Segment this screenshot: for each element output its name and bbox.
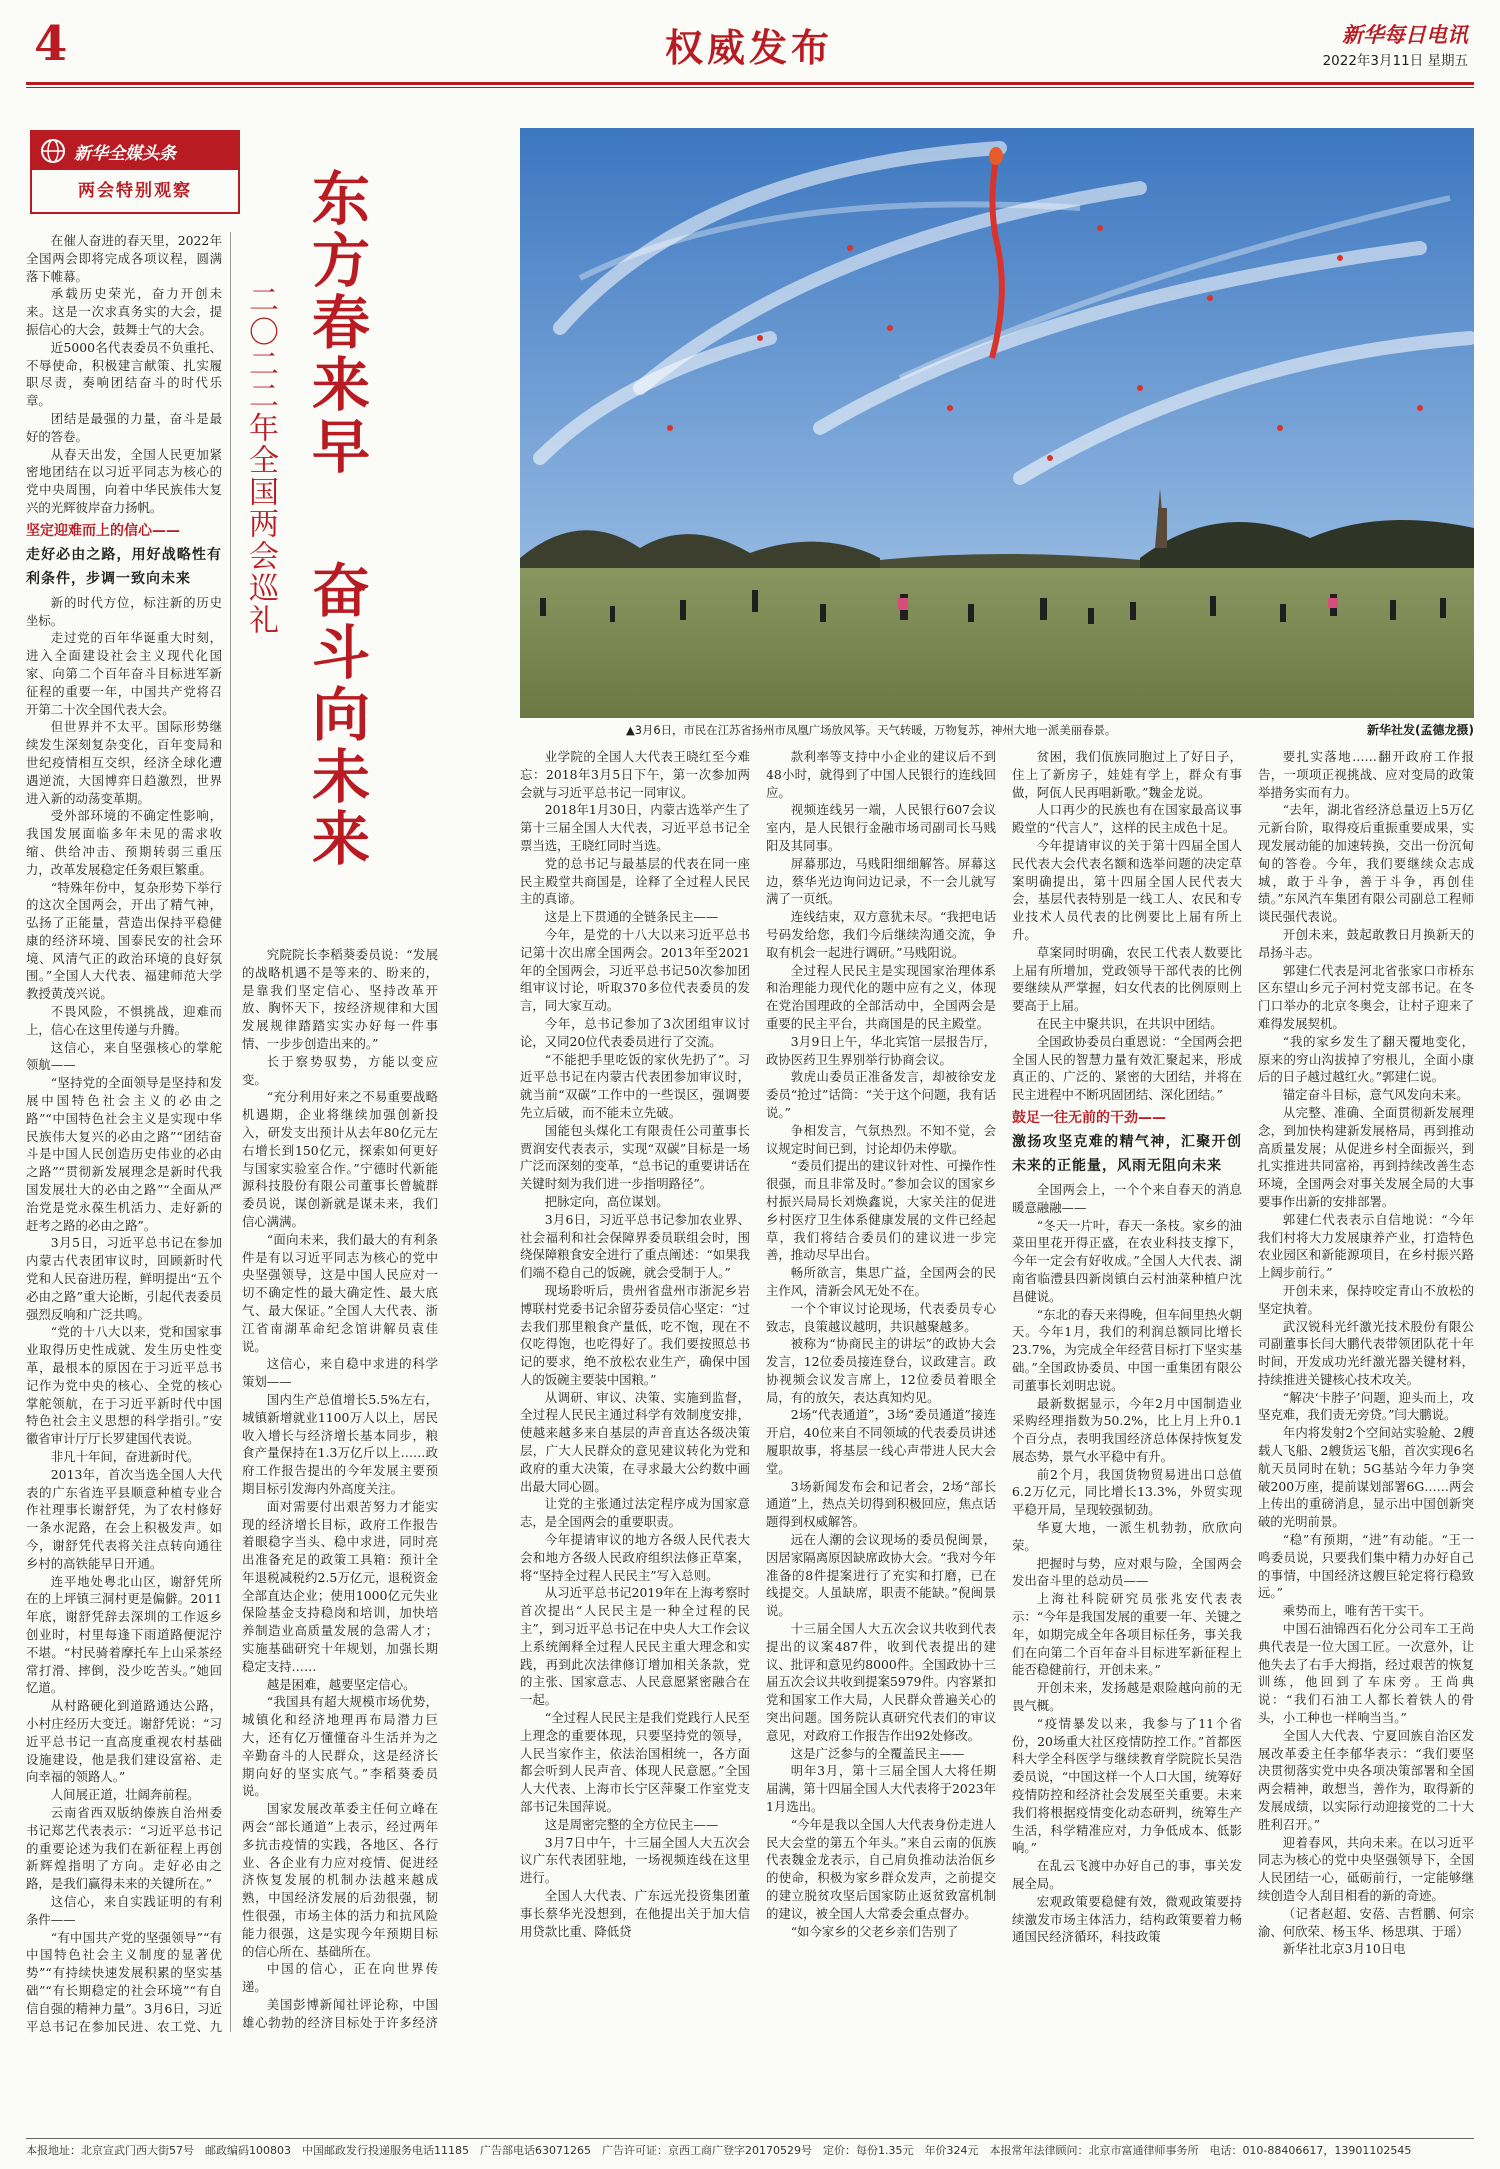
article-paragraph: 在催人奋进的春天里，2022年全国两会即将完成各项议程，圆满落下帷幕。 [26, 233, 222, 284]
article-paragraph: 连线结束，双方意犹未尽。“我把电话号码发给您，我们今后继续沟通交流，争取有机会一起进行调研。”马贱阳说。 [766, 909, 996, 960]
article-paragraph: 华夏大地，一派生机勃勃，欣欣向荣。 [1012, 1520, 1242, 1553]
article-paragraph: 全国政协委员白重恩说：“全国两会把全国人民的智慧力量有效汇聚起来，形成真正的、广泛的、紧密的大团结，并将在民主进程中不断巩固团结、深化团结。” [1012, 1033, 1242, 1103]
article-paragraph: “今年是我以全国人大代表身份走进人民大会堂的第五个年头。”来自云南的佤族代表魏金龙表示，自己肩负推动法治佤乡的使命，积极为家乡群众发声，之前提交的建立脱贫攻坚后国家防止返贫致富机制的建议，被全国人大常委会重点督办。 [766, 1816, 996, 1921]
news-photo [520, 128, 1474, 718]
article-paragraph: 开创未来，鼓起敢教日月换新天的昂扬斗志。 [1258, 926, 1474, 960]
article-paragraph: 2013年，首次当选全国人大代表的广东省连平县顺意种植专业合作社理事长谢舒凭，为了农村修好一条水泥路，在会上积极发声。如今，谢舒凭代表将关注点转向通往乡村的高铁能早日开通。 [26, 1466, 222, 1571]
article-paragraph: 3月7日中午，十三届全国人大五次会议广东代表团驻地，一场视频连线在这里进行。 [520, 1834, 750, 1886]
article-paragraph: “解决‘卡脖子’问题，迎头而上，攻坚克难，我们责无旁贷。”闫大鹏说。 [1258, 1389, 1474, 1423]
article-paragraph: “东北的春天来得晚，但车间里热火朝天。今年1月，我们的利润总额同比增长23.7%，为完成全年经营目标打下坚实基础。”全国政协委员、中国一重集团有限公司董事长刘明忠说。 [1012, 1306, 1242, 1393]
article-column-6 [1258, 748, 1474, 2034]
article-paragraph: 受外部环境的不确定性影响，我国发展面临多年未见的需求收缩、供给冲击、预期转弱三重压力，改革发展稳定任务艰巨繁重。 [26, 808, 222, 877]
article-paragraph: 云南省西双版纳傣族自治州委书记郑艺代表表示：“习近平总书记的重要论述为我们在新征程上再创新辉煌指明了方向。走好必由之路，是我们赢得未来的关键所在。” [26, 1804, 222, 1892]
headline-badge [30, 130, 240, 214]
article-paragraph: “去年，湖北省经济总量迈上5万亿元新台阶，取得疫后重振重要成果，实现发展动能的加速转换，交出一份沉甸甸的答卷。今年，我们要继续众志成城，敢于斗争，善于斗争，再创佳绩。”东风汽车集团有限公司副总工程师谈民强代表说。 [1258, 802, 1474, 925]
photo-credit: 新华社发(孟德龙摄) [1367, 723, 1474, 737]
globe-icon [40, 138, 66, 164]
badge-brand: 新华全媒头条 [74, 143, 176, 164]
article-paragraph: 今年，总书记参加了3次团组审议讨论，又同20位代表委员进行了交流。 [520, 1015, 750, 1049]
article-paragraph: 2场“代表通道”，3场“委员通道”接连开启，40位来自不同领域的代表委员讲述履职故事，将基层一线心声带进人民大会堂。 [766, 1407, 996, 1476]
article-paragraph: 迎着春风，共向未来。在以习近平同志为核心的党中央坚强领导下，全国人民团结一心，砥砺前行，一定能够继续创造令人刮目相看的新的奇迹。 [1258, 1834, 1474, 1903]
article-paragraph: “稳”有预期，“进”有动能。“王一鸣委员说，只要我们集中精力办好自己的事情，中国经济这艘巨轮定将行稳致远。” [1258, 1532, 1474, 1601]
article-paragraph: “冬天一片叶，春天一条枝。家乡的油菜田里花开得正盛，在农业科技支撑下，今年一定会有好收成。”全国人大代表、湖南省临澧县四新岗镇白云村油菜种植户沈昌健说。 [1012, 1217, 1242, 1304]
article-paragraph: 被称为“协商民主的讲坛”的政协大会发言，12位委员接连登台，议政建言。政协视频会议发言席上，12位委员着眼全局，有的放矢，表达真知灼见。 [766, 1336, 996, 1405]
article-paragraph: 近5000名代表委员不负重托、不辱使命，积极建言献策、扎实履职尽责，奏响团结奋斗的时代乐章。 [26, 339, 222, 409]
brand-logo: 新华每日电讯 [1342, 22, 1468, 47]
article-paragraph: 全过程人民民主是实现国家治理体系和治理能力现代化的题中应有之义，体现在党治国理政的全部活动中，全国两会是重要的民主平台，共商国是的民主殿堂。 [766, 962, 996, 1031]
article-paragraph: 从调研、审议、决策、实施到监督，全过程人民民主通过科学有效制度安排，使越来越多来自基层的声音直达各级决策层，广大人民群众的意见建议转化为党和政府的重大决策，在寻求最大公约数中画出最大同心圆。 [520, 1389, 750, 1494]
header-rule-thin [26, 87, 1474, 88]
headline-main-2: 奋斗向未来 [302, 560, 370, 870]
article-paragraph: 年内将发射2个空间站实验舱、2艘载人飞船、2艘货运飞船，首次实现6名航天员同时在轨；5G基站今年力争突破200万座，提前谋划部署6G……两会上传出的重磅消息，显示出中国创新突破的光明前景。 [1258, 1425, 1474, 1530]
article-paragraph: 这信心，来自稳中求进的科学策划—— [242, 1356, 438, 1390]
article-paragraph: “坚持党的全面领导是坚持和发展中国特色社会主义的必由之路”“中国特色社会主义是实现中华民族伟大复兴的必由之路”“团结奋斗是中国人民创造历史伟业的必由之路”“贯彻新发展理念是新时代我国发展壮大的必由之路”“全面从严治党是党永葆生机活力、走好新的赶考之路的必由之路”。 [26, 1075, 222, 1233]
article-paragraph: “如今家乡的父老乡亲们告别了 [790, 1923, 959, 1939]
article-paragraph: 把脉定向，高位谋划。 [544, 1193, 669, 1209]
article-paragraph: 长于察势驭势，方能以变应变。 [242, 1053, 438, 1087]
article-paragraph: 这信心，来自实践证明的有利条件—— [26, 1893, 222, 1927]
article-paragraph: “我国具有超大规模市场优势，城镇化和经济地理再布局潜力巨大，还有亿万懂懂奋斗生活并为之辛勤奋斗的人民群众，这是经济长期向好的坚实底气。”李稻葵委员说。 [242, 1694, 438, 1799]
article-paragraph: 这是广泛参与的全覆盖民主—— [790, 1745, 965, 1761]
article-paragraph: 今年，是党的十八大以来习近平总书记第十次出席全国两会。2013年至2021年的全国两会，习近平总书记50次参加团组审议讨论，听取370多位代表委员的发言，同大家互动。 [520, 926, 750, 1014]
section-heading: 坚定迎难而上的信心—— [26, 522, 180, 539]
badge-top [32, 132, 238, 170]
article-paragraph: 贫困，我们佤族同胞过上了好日子，住上了新房子，娃娃有学上，群众有事做，阿佤人民再唱新歌。”魏金龙说。 [1012, 749, 1242, 800]
article-paragraph: 要扎实落地……翻开政府工作报告，一项项正视挑战、应对变局的政策举措务实而有力。 [1258, 749, 1474, 800]
article-paragraph: 3月9日上午，华北宾馆一层报告厅，政协医药卫生界别举行协商会议。 [766, 1033, 996, 1067]
article-paragraph: 这信心，来自坚强核心的掌舵领航—— [26, 1039, 222, 1073]
article-paragraph: 国能包头煤化工有限责任公司董事长贾润安代表表示，实现“双碳”目标是一场广泛而深刻的变革，“总书记的重要讲话在关键时刻为我们进一步指明路径”。 [520, 1122, 750, 1192]
article-paragraph: 连平地处粤北山区，谢舒凭所在的上坪镇三洞村更是偏僻。2011年底，谢舒凭辞去深圳的工作返乡创业时，村里每逢下雨道路便泥泞不堪。“村民骑着摩托车上山采茶经常打滑、摔倒，没少吃苦头。”她回忆道。 [26, 1573, 222, 1696]
article-paragraph: 人间展正道，壮阔奔前程。 [50, 1787, 200, 1803]
article-paragraph: “充分利用好来之不易重要战略机遇期，企业将继续加强创新投入，研发支出预计从去年80亿元左右增长到150亿元，探索如何更好与国家实验室合作。”宁德时代新能源科技股份有限公司董事长曾毓群委员说，谋创新就是谋未来，我们信心满满。 [242, 1089, 438, 1229]
article-paragraph: 争相发言，气氛热烈。不知不觉，会议规定时间已到，讨论却仍未停歇。 [766, 1122, 996, 1156]
article-paragraph: 团结是最强的力量，奋斗是最好的答卷。 [26, 410, 222, 444]
badge-title: 两会特别观察 [78, 181, 192, 201]
article-paragraph: 乘势而上，唯有苦干实干。 [1282, 1603, 1432, 1619]
article-paragraph: “不能把手里吃饭的家伙先扔了”。习近平总书记在内蒙古代表团参加审议时，就当前“双碳”工作中的一些误区，强调要先立后破，而不能未立先破。 [520, 1051, 750, 1120]
article-paragraph: 让党的主张通过法定程序成为国家意志，是全国两会的重要职责。 [520, 1496, 750, 1530]
footer-info: 本报地址：北京宣武门西大街57号 邮政编码100803 中国邮政发行投递服务电话11185 广告部电话63071265 广告许可证：京西工商广登字20170529号 定价：每份1.35元 年价324元 本报常年法律顾问：北京市富通律师事务所 电话：010-88406617，13901102545 [26, 2144, 1412, 2157]
article-paragraph: （记者赵超、安蓓、吉哲鹏、何宗渝、何欣荣、杨玉华、杨思琪、于瑶） [1258, 1905, 1474, 1939]
section-lead: 激扬攻坚克难的精气神，汇聚开创未来的正能量，风雨无阻向未来 [1012, 1133, 1242, 1174]
page-number: 4 [34, 16, 68, 72]
article-paragraph: 宏观政策要稳健有效，微观政策要持续激发市场主体活力，结构政策要着力畅通国民经济循环，科技政策 [1012, 1893, 1242, 1945]
article-paragraph: 新的时代方位，标注新的历史坐标。 [26, 594, 222, 628]
article-paragraph: 但世界并不太平。国际形势继续发生深刻复杂变化，百年变局和世纪疫情相互交织，经济全球化遭遇逆流，大国博弈日趋激烈，世界进入新的动荡变革期。 [26, 719, 222, 806]
article-paragraph: 把握时与势，应对艰与险，全国两会发出奋斗里的总动员—— [1012, 1555, 1242, 1589]
article-paragraph: 全国两会上，一个个来自春天的消息暖意融融—— [1012, 1181, 1242, 1215]
article-column-1 [26, 232, 222, 2034]
article-paragraph: 党的总书记与最基层的代表在同一座民主殿堂共商国是，诠释了全过程人民民主的真谛。 [520, 855, 750, 907]
article-paragraph: 全国人大代表、广东远光投资集团董事长蔡华光没想到，在他提出关于加大信用贷款比重、降低贷 [520, 1888, 750, 1939]
article-paragraph: 一个个审议讨论现场，代表委员专心致志，良策越议越明，共识越聚越多。 [766, 1300, 996, 1334]
article-paragraph: 在乱云飞渡中办好自己的事，事关发展全局。 [1012, 1858, 1242, 1892]
article-paragraph: 明年3月，第十三届全国人大将任期届满，第十四届全国人大代表将于2023年1月选出。 [766, 1763, 996, 1815]
article-paragraph: 全国人大代表、宁夏回族自治区发展改革委主任李郁华表示：“我们要坚决贯彻落实党中央各项决策部署和全国两会精神，敢想当，善作为，取得新的发展成绩，以实际行动迎接党的二十大胜利召开。” [1258, 1727, 1474, 1832]
article-paragraph: 面对需要付出艰苦努力才能实现的经济增长目标，政府工作报告着眼稳字当头、稳中求进，同时亮出准备充足的政策工具箱：预计全年退税减税约2.5万亿元，退税资金全部直达企业；使用1000亿元失业保险基金支持稳岗和培训，加快培养制造业高质量发展的急需人才；实施基础研究十年规划，加强长期稳定支持…… [242, 1498, 438, 1674]
article-paragraph: 敦虎山委员正准备发言，却被徐安龙委员“抢过”话筒：“关于这个问题，我有话说。” [766, 1069, 996, 1120]
article-column-4 [766, 748, 996, 2034]
article-paragraph: 人口再少的民族也有在国家最高议事殿堂的“代言人”，这样的民主成色十足。 [1012, 802, 1242, 836]
footer-rule [26, 2138, 1474, 2139]
article-paragraph: 国内生产总值增长5.5%左右，城镇新增就业1100万人以上，居民收入增长与经济增长基本同步，粮食产量保持在1.3万亿斤以上……政府工作报告提出的今年发展主要预期目标引发海内外高度关注。 [242, 1391, 438, 1496]
article-paragraph: “委员们提出的建议针对性、可操作性很强，而且非常及时。”参加会议的国家乡村振兴局局长刘焕鑫说，大家关注的促进乡村医疗卫生体系健康发展的文件已经起草，我们将结合委员们的建议进一步完善，推动尽早出台。 [766, 1158, 996, 1263]
article-paragraph: “党的十八大以来，党和国家事业取得历史性成就、发生历史性变革，最根本的原因在于习近平总书记作为党中央的核心、全党的核心掌舵领航，在于习近平新时代中国特色社会主义思想的科学指引。”安徽省审计厅厅长罗建国代表说。 [26, 1324, 222, 1447]
photo-caption: ▲3月6日，市民在江苏省扬州市凤凰广场放风筝。天气转暖，万物复苏，神州大地一派美丽春景。 [626, 723, 1117, 737]
article-paragraph: 开创未来，发扬越是艰险越向前的无畏气概。 [1012, 1680, 1242, 1714]
section-lead: 走好必由之路，用好战略性有利条件，步调一致向未来 [26, 546, 222, 587]
article-paragraph: “特殊年份中，复杂形势下举行的这次全国两会，开出了精气神，弘扬了正能量，营造出保持平稳健康的经济环境、国泰民安的社会环境、风清气正的政治环境的良好氛围。”全国人大代表、福建师范大学教授黄茂兴说。 [26, 879, 222, 1002]
article-paragraph: 国家发展改革委主任何立峰在两会“部长通道”上表示，经过两年多抗击疫情的实践，各地区、各行业、各企业有力应对疫情、促进经济恢复发展的机制办法越来越成熟，中国经济发展的后劲很强，韧性很强，市场主体的活力和抗风险能力很强，这是实现今年预期目标的信心所在、基础所在。 [242, 1801, 438, 1959]
article-paragraph: 从春天出发，全国人民更加紧密地团结在以习近平同志为核心的党中央周围，向着中华民族伟大复兴的光辉彼岸奋力扬帆。 [26, 446, 222, 515]
article-paragraph: 屏幕那边，马贱阳细细解答。屏幕这边，蔡华光边询问边记录，不一会儿就写满了一页纸。 [766, 855, 996, 907]
article-paragraph: 从完整、准确、全面贯彻新发展理念，到加快构建新发展格局，再到推动高质量发展；从促进乡村全面振兴，到扎实推进共同富裕，再到持续改善生态环境，全国两会对事关发展全局的大事要事作出新的安排部署。 [1258, 1104, 1474, 1209]
article-paragraph: 郭建仁代表是河北省张家口市桥东区东望山乡元子河村党支部书记。在冬门口举办的北京冬奥会，让村子迎来了难得发展契机。 [1258, 962, 1474, 1031]
article-paragraph: 美国彭博新闻社评论称，中国雄心勃勃的经济目标处于许多经济 [242, 1997, 438, 2030]
article-paragraph: 锚定奋斗目标，意气风发向未来。 [1282, 1087, 1469, 1103]
article-paragraph: 视频连线另一端，人民银行607会议室内，是人民银行金融市场司副司长马贱阳及其同事。 [766, 802, 996, 853]
article-paragraph: “疫情暴发以来，我参与了11个省份，20场重大社区疫情防控工作。”首都医科大学全科医学与继续教育学院院长吴浩委员说，“中国这样一个人口大国，统筹好疫情防控和经济社会发展至关重要。未来我们将根据疫情变化动态研判，统筹生产生活，科学精准应对，力争低成本、低影响。” [1012, 1715, 1242, 1856]
header-rule [26, 82, 1474, 85]
article-paragraph: 中国石油锦西石化分公司车工王尚典代表是一位大国工匠。一次意外，让他失去了右手大拇指，经过艰苦的恢复训练，他回到了车床旁。王尚典说：“我们石油工人都长着铁人的骨头，小工种也一样响当当。” [1258, 1621, 1474, 1726]
article-paragraph: 前2个月，我国货物贸易进出口总值6.2万亿元，同比增长13.3%，外贸实现平稳开局，呈现较强韧劲。 [1012, 1466, 1242, 1518]
article-paragraph: 这是周密完整的全方位民主—— [544, 1816, 719, 1832]
article-paragraph: 究院院长李稻葵委员说：“发展的战略机遇不是等来的、盼来的，是靠我们坚定信心、坚持改革开放、胸怀天下，按经济规律和大国发展规律踏踏实实办好每一件事情、一步步创造出来的。” [242, 947, 438, 1051]
article-paragraph: “全过程人民民主是我们党践行人民至上理念的重要体现，只要坚持党的领导，人民当家作主，依法治国相统一，各方面都会听到人民声音、体现人民意愿。”全国人大代表、上海市长宁区萍聚工作室党支部书记朱国萍说。 [520, 1710, 750, 1815]
article-paragraph: 最新数据显示，今年2月中国制造业采购经理指数为50.2%，比上月上升0.1个百分点，表明我国经济总体保持恢复发展态势，景气水平稳中有升。 [1012, 1395, 1242, 1464]
article-column-5 [1012, 748, 1242, 2034]
article-paragraph: 武汉锐科光纤激光技术股份有限公司副董事长闫大鹏代表带领团队花十年时间，开发成功光纤激光器关键材料，持续推进关键核心技术攻关。 [1258, 1318, 1474, 1387]
column-divider [230, 232, 231, 2032]
article-paragraph: 今年提请审议的地方各级人民代表大会和地方各级人民政府组织法修正草案，将“坚持全过程人民民主”写入总则。 [520, 1532, 750, 1583]
article-paragraph: “有中国共产党的坚强领导”“有中国特色社会主义制度的显著优势”“有持续快速发展积累的坚实基础”“有长期稳定的社会环境”“有自信自强的精神力量”。3月6日，习近平总书记在参加民进、农工党、九 [26, 1929, 222, 2034]
headline-subtitle: 二〇二二年全国两会巡礼 [243, 284, 278, 636]
article-paragraph: “面向未来，我们最大的有利条件是有以习近平同志为核心的党中央坚强领导，这是中国人民应对一切不确定性的最大确定性、最大底气、最大保证。”全国人大代表、浙江省南湖革命纪念馆讲解员袁佳说。 [242, 1231, 438, 1354]
article-paragraph: 在民主中聚共识，在共识中团结。 [1036, 1015, 1223, 1031]
article-paragraph: 3场新闻发布会和记者会，2场“部长通道”上，热点关切得到积极回应，焦点话题得到权威解答。 [766, 1478, 996, 1530]
article-column-3 [520, 748, 750, 2034]
article-paragraph: 今年提请审议的关于第十四届全国人民代表大会代表名额和选举问题的决定草案明确提出，第十四届全国人民代表大会，基层代表特别是一线工人、农民和专业技术人员代表的比例要比上届有所上升。 [1012, 837, 1242, 942]
article-paragraph: 郭建仁代表表示自信地说：“今年我们村将大力发展康养产业，打造特色农业园区和新能源项目，在乡村振兴路上阔步前行。” [1258, 1211, 1474, 1281]
issue-date: 2022年3月11日 星期五 [1322, 53, 1468, 69]
article-paragraph: 2018年1月30日，内蒙古选举产生了第十三届全国人大代表，习近平总书记全票当选，王晓红同时当选。 [520, 802, 750, 853]
article-paragraph: 新华社北京3月10日电 [1282, 1941, 1406, 1957]
article-paragraph: 业学院的全国人大代表王晓红至今难忘：2018年3月5日下午，第一次参加两会就与习近平总书记一同审议。 [520, 749, 750, 800]
article-paragraph: 3月5日，习近平总书记在参加内蒙古代表团审议时，回顾新时代党和人民奋进历程，鲜明提出“五个必由之路”重大论断，引起代表委员强烈反响和广泛共鸣。 [26, 1235, 222, 1322]
article-paragraph: 非凡十年间，奋进新时代。 [50, 1449, 200, 1464]
article-paragraph: 草案同时明确，农民工代表人数要比上届有所增加，党政领导干部代表的比例要继续从严掌握，妇女代表的比例原则上要高于上届。 [1012, 944, 1242, 1014]
article-paragraph: 中国的信心，正在向世界传递。 [242, 1961, 438, 1995]
article-paragraph: 远在人潮的会议现场的委员倪闽景，因居家隔离原因缺席政协大会。“我对今年准备的8件提案进行了充实和打磨，已在线提交。人虽缺席，职责不能缺。”倪闽景说。 [766, 1532, 996, 1619]
article-paragraph: 开创未来，保持咬定青山不放松的坚定执着。 [1258, 1282, 1474, 1316]
article-paragraph: 3月6日，习近平总书记参加农业界、社会福利和社会保障界委员联组会时，围绕保障粮食安全进行了重点阐述：“如果我们端不稳自己的饭碗，就会受制于人。” [520, 1211, 750, 1281]
section-heading: 鼓足一往无前的干劲—— [1012, 1109, 1166, 1126]
article-paragraph: 现场聆听后，贵州省盘州市浙泥乡岩博联村党委书记余留芬委员信心坚定：“过去我们那里粮食产量低，吃不饱，现在不仅吃得饱，也吃得好了。我们要按照总书记的要求，绝不放松农业生产，确保中国人的饭碗主要装中国粮。” [520, 1282, 750, 1387]
article-paragraph: “我的家乡发生了翻天覆地变化，原来的穷山沟拔掉了穷根儿，全面小康后的日子越过越红火。”郭建仁说。 [1258, 1033, 1474, 1085]
article-paragraph: 畅所欲言，集思广益，全国两会的民主作风，清新会风无处不在。 [766, 1265, 996, 1298]
headline-main-1: 东方春来早 [302, 168, 370, 478]
article-paragraph: 十三届全国人大五次会议共收到代表提出的议案487件，收到代表提出的建议、批评和意见约8000件。全国政协十三届五次会议共收到提案5979件。内容紧扣党和国家工作大局，人民群众普遍关心的突出问题。国务院认真研究代表们的审议意见，对政府工作报告作出92处修改。 [766, 1621, 996, 1743]
article-paragraph: 越是困难，越要坚定信心。 [266, 1676, 416, 1692]
article-paragraph: 从习近平总书记2019年在上海考察时首次提出“人民民主是一种全过程的民主”，到习近平总书记在中央人大工作会议上系统阐释全过程人民民主重大理念和实践，再到此次法律修订增加相关条款，党的主张、国家意志、人民意愿紧密融合在一起。 [520, 1585, 750, 1708]
article-paragraph: 承载历史荣光，奋力开创未来。这是一次求真务实的大会，提振信心的大会，鼓舞士气的大会。 [26, 286, 222, 337]
article-column-2 [242, 946, 438, 2034]
article-paragraph: 上海社科院研究员张兆安代表表示：“今年是我国发展的重要一年、关键之年，如期完成全年各项目标任务，事关我们在向第二个百年奋斗目标进军新征程上能否稳健前行，开创未来。” [1012, 1591, 1242, 1678]
article-paragraph: 这是上下贯通的全链条民主—— [544, 909, 719, 925]
article-paragraph: 从村路硬化到道路通达公路，小村庄经历大变迁。谢舒凭说：“习近平总书记一直高度重视农村基础设施建设，他是我们建设富裕、走向幸福的领路人。” [26, 1698, 222, 1785]
article-paragraph: 不畏风险，不惧挑战，迎难而上，信心在这里传递与升腾。 [26, 1004, 222, 1037]
article-paragraph: 走过党的百年华诞重大时刻，进入全面建设社会主义现代化国家、向第二个百年奋斗目标进军新征程的重要一年，中国共产党将召开第二十次全国代表大会。 [26, 630, 222, 717]
article-paragraph: 款利率等支持中小企业的建议后不到48小时，就得到了中国人民银行的连线回应。 [766, 749, 996, 800]
photo-illustration [520, 128, 1474, 718]
section-title: 权威发布 [664, 25, 833, 70]
